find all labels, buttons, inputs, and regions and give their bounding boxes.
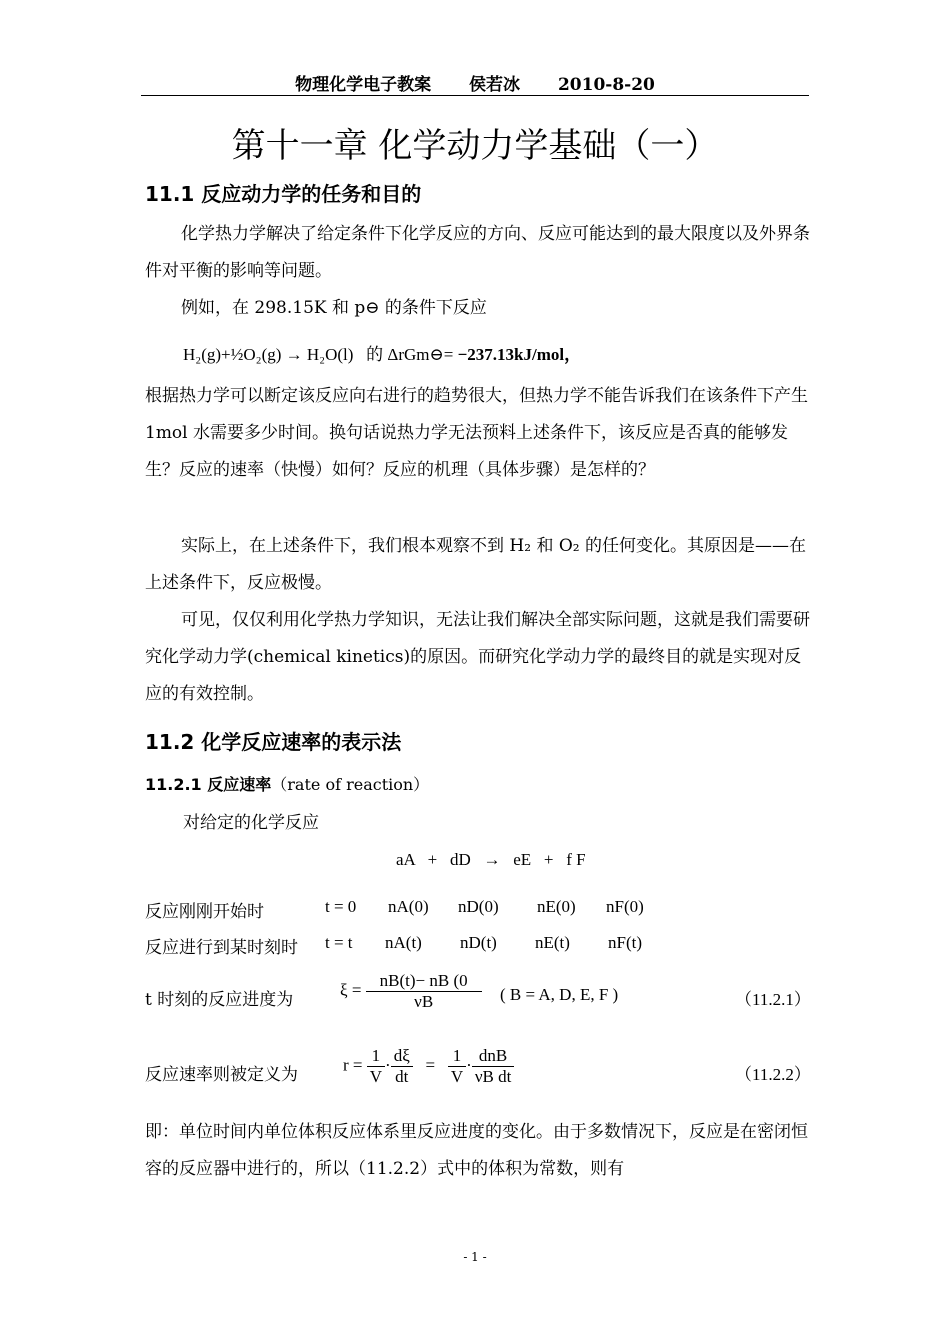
header-date: 2010-8-20: [557, 75, 655, 95]
row-time-nE: nE(t): [535, 933, 570, 952]
row-time-time: t = t: [325, 933, 353, 952]
paragraph-end: 即：单位时间内单位体积反应体系里反应进度的变化。由于多数情况下，反应是在密闭恒容的反应器中进行的，所以（11.2.2）式中的体积为常数，则有: [145, 1122, 808, 1179]
rate-frac-3: $\frac{1}{V}$: [448, 1046, 466, 1087]
row-start-nA: nA(0): [388, 897, 429, 916]
paragraph-1: 化学热力学解决了给定条件下化学反应的方向、反应可能达到的最大限度以及外界条件对平衡的影响等问题。: [145, 224, 810, 281]
header-author: 侯若冰: [469, 75, 521, 95]
eq-of: 的: [366, 345, 384, 364]
chapter-title: 第十一章 化学动力学基础（一）: [231, 126, 719, 166]
page-number: - 1 -: [463, 1250, 487, 1264]
paragraph-4: 实际上，在上述条件下，我们根本观察不到 H₂ 和 O₂ 的任何变化。其原因是——在上述条件下，反应极慢。: [145, 536, 807, 593]
row-start-nD: nD(0): [458, 897, 499, 916]
equation-extent: [340, 971, 482, 1012]
row-start-time: t = 0: [325, 897, 357, 916]
rate-equals: =: [425, 1055, 436, 1075]
rate-frac-4: $\frac{\text{dnB}}{\text{νB dt}}$: [472, 1046, 515, 1087]
paragraph-2: 例如，在 298.15K 和 p⊖ 的条件下反应: [181, 298, 487, 318]
extent-numerator: nB(t)− nB (0: [366, 971, 482, 992]
row-start-label: 反应刚刚开始时: [145, 902, 264, 922]
eq-value: −237.13kJ/mol，: [457, 345, 582, 364]
extent-denominator: νB: [414, 992, 434, 1011]
row-time-label: 反应进行到某时刻时: [145, 938, 298, 958]
row-start-nE: nE(0): [537, 897, 576, 916]
extent-label: t 时刻的反应进度为: [145, 990, 294, 1010]
subsection-english: （rate of reaction）: [271, 775, 430, 794]
subsection-number: 11.2.1 反应速率: [145, 775, 272, 794]
row-start-nF: nF(0): [606, 897, 644, 916]
equation-gibbs: [183, 340, 581, 365]
reaction-intro: 对给定的化学反应: [183, 813, 319, 833]
row-time-nD: nD(t): [460, 933, 497, 952]
paragraph-3: 根据热力学可以断定该反应向右进行的趋势很大，但热力学不能告诉我们在该条件下产生 1mol 水需要多少时间。换句话说热力学无法预料上述条件下，该反应是否真的能够发生？反应的速率（快慢）如何？反应的机理（具体步骤）是怎样的？: [145, 386, 808, 480]
extent-lhs: ξ =: [340, 980, 362, 1000]
header-course: 物理化学电子教案: [295, 75, 432, 95]
equation-rate: r = $\frac{1}{V}$ · $\frac{d\xi}{dt}$ = $\frac{1}{V}$ · $\frac{\text{dnB}}{\text{νB dt}}$: [343, 1046, 514, 1087]
paragraph-5: 可见，仅仅利用化学热力学知识，无法让我们解决全部实际问题，这就是我们需要研究化学动力学(chemical kinetics)的原因。而研究化学动力学的最终目的就是实现对反应的有效控制。: [145, 610, 810, 704]
eq-reaction: H₂(g)+½O₂(g) → H₂O(l): [183, 345, 354, 364]
header-rule: [141, 95, 809, 96]
equation-number-11-2-2: （11.2.2）: [735, 1065, 811, 1084]
page-header: [0, 70, 950, 95]
extent-fraction: [366, 971, 482, 1012]
subsection-heading-11-2-1: [145, 772, 429, 795]
extent-condition: ( B = A, D, E, F ): [500, 985, 619, 1004]
row-time-nF: nF(t): [608, 933, 642, 952]
eq-symbol: ΔrGm⊖=: [387, 345, 454, 364]
row-time-nA: nA(t): [385, 933, 422, 952]
rate-lhs: r =: [343, 1055, 363, 1075]
equation-number-11-2-1: （11.2.1）: [735, 990, 811, 1009]
section-heading-11-1: 11.1 反应动力学的任务和目的: [145, 182, 422, 206]
section-heading-11-2: 11.2 化学反应速率的表示法: [145, 730, 402, 754]
rate-frac-2: $\frac{d\xi}{dt}$: [391, 1046, 413, 1087]
rate-frac-1: $\frac{1}{V}$: [367, 1046, 385, 1087]
rate-label: 反应速率则被定义为: [145, 1065, 298, 1085]
general-reaction: aA + dD → eE + f F: [396, 850, 586, 869]
